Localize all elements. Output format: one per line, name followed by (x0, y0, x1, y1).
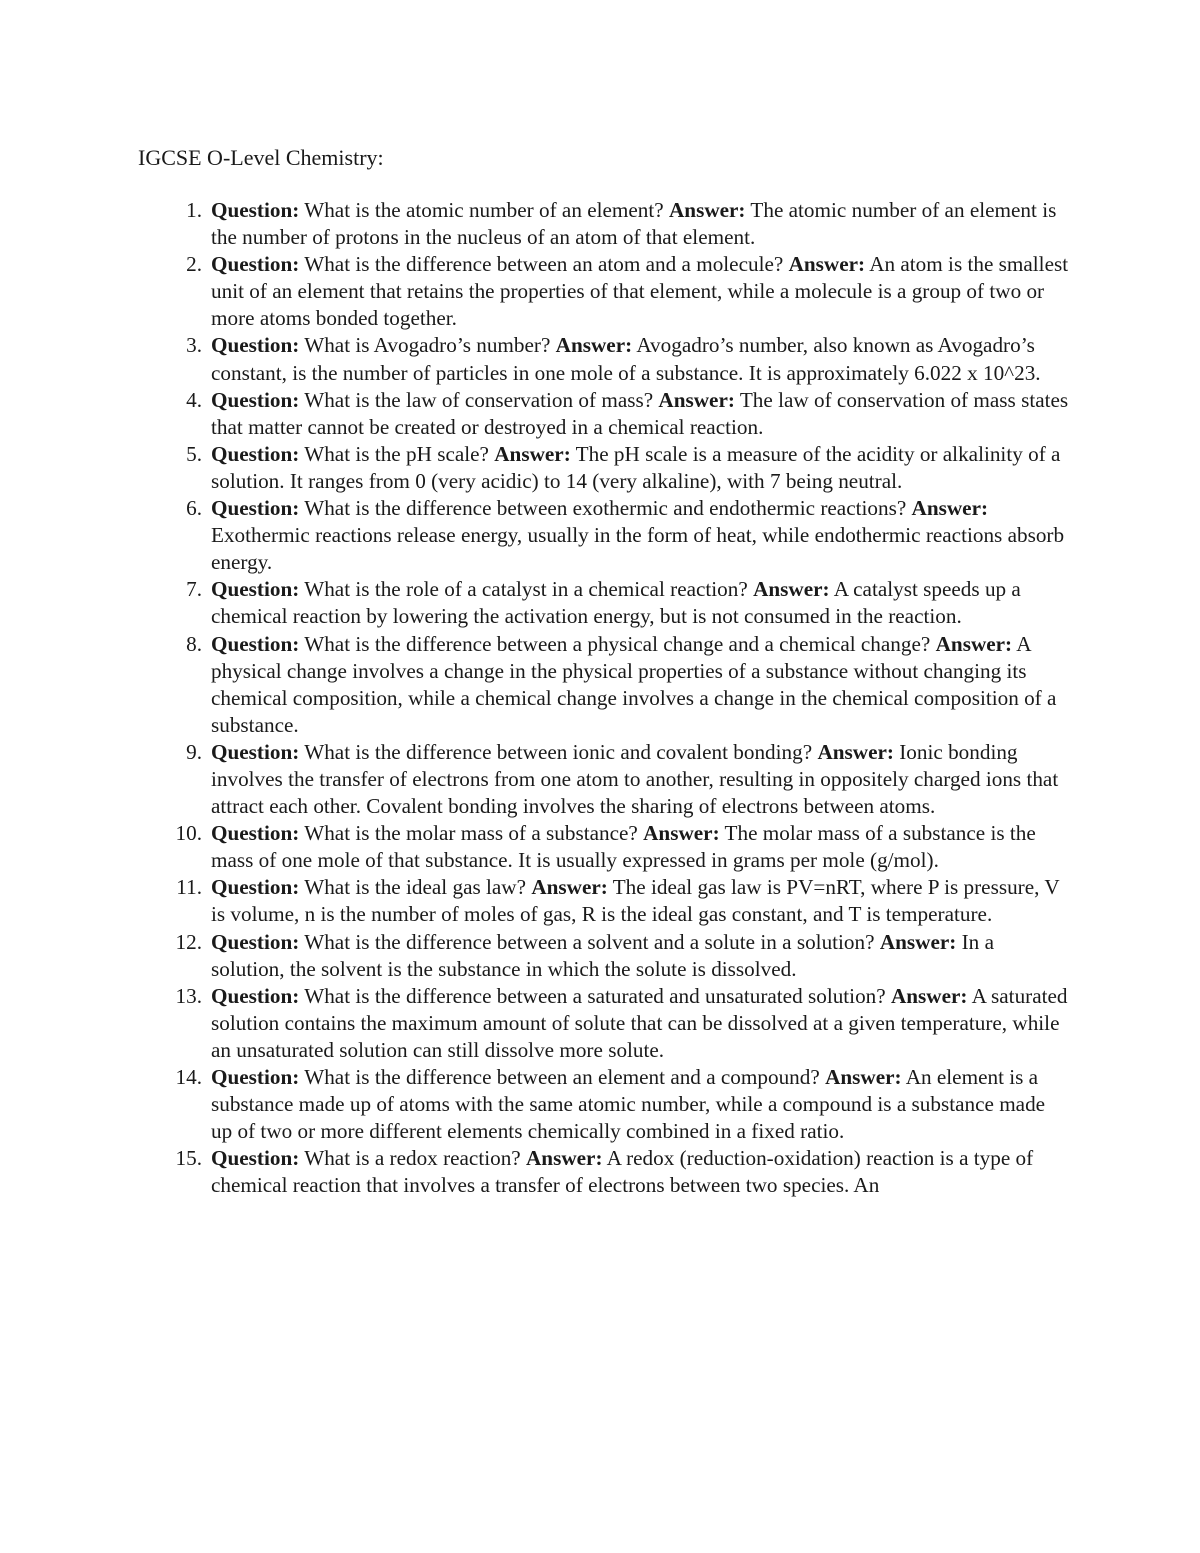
answer-text: The ideal gas law is PV=nRT, where P is pressure, V is volume, n is the number of moles of gas, R is the ideal gas constant, and T is temperature. (211, 875, 1060, 927)
question-label: Question: (211, 441, 300, 466)
question-label: Question: (211, 929, 300, 954)
item-number: 9. (186, 739, 202, 764)
item-number: 7. (186, 577, 202, 602)
question-label: Question: (211, 1146, 300, 1171)
qa-item (175, 1064, 1071, 1145)
qa-item (186, 495, 1071, 576)
question-text: What is the difference between a solvent and a solute in a solution? (304, 929, 875, 954)
qa-item (186, 576, 1071, 630)
answer-label: Answer: (817, 739, 894, 764)
answer-label: Answer: (753, 577, 830, 602)
question-label: Question: (211, 252, 300, 277)
item-number: 13. (175, 983, 202, 1008)
question-label: Question: (211, 577, 300, 602)
qa-item (186, 197, 1071, 251)
question-text: What is the difference between exothermic and endothermic reactions? (304, 496, 907, 521)
question-text: What is the molar mass of a substance? (304, 821, 638, 846)
answer-label: Answer: (788, 252, 866, 277)
qa-item (186, 441, 1071, 495)
answer-text: The pH scale is a measure of the acidity or alkalinity of a solution. It ranges from 0 (very acidic) to 14 (very alkaline), with 7 being neutral. (211, 441, 1061, 493)
question-text: What is the atomic number of an element? (304, 198, 664, 222)
qa-item (186, 251, 1071, 332)
answer-text: The law of conservation of mass states that matter cannot be created or destroyed in a chemical reaction. (211, 387, 1069, 439)
item-number: 14. (175, 1065, 202, 1089)
answer-text: A physical change involves a change in the physical properties of a substance without changing its chemical composition, while a chemical change involves a change in the chemical composition of a substance. (211, 631, 1057, 737)
answer-text: A saturated solution contains the maximum amount of solute that can be dissolved at a given temperature, while an unsaturated solution can still dissolve more solute. (211, 983, 1068, 1062)
qa-item (186, 631, 1071, 739)
question-text: What is the difference between a saturated and unsaturated solution? (304, 983, 886, 1008)
answer-text: An element is a substance made up of atoms with the same atomic number, while a compound is a substance made up of two or more different elements chemically combined in a fixed ratio. (211, 1065, 1046, 1144)
question-label: Question: (211, 983, 300, 1008)
answer-label: Answer: (658, 387, 735, 412)
qa-item (175, 983, 1071, 1064)
answer-label: Answer: (890, 983, 968, 1008)
answer-label: Answer: (526, 1146, 603, 1171)
question-label: Question: (211, 387, 300, 412)
question-text: What is the ideal gas law? (304, 875, 527, 900)
answer-label: Answer: (668, 198, 746, 222)
question-text: What is the difference between a physical change and a chemical change? (304, 631, 931, 656)
item-number: 8. (186, 631, 202, 656)
qa-item (175, 929, 1071, 983)
answer-text: The atomic number of an element is the number of protons in the nucleus of an atom of that element. (211, 198, 1057, 250)
item-number: 15. (175, 1146, 202, 1171)
qa-item (186, 332, 1071, 386)
item-number: 6. (186, 496, 202, 521)
answer-text: The molar mass of a substance is the mass of one mole of that substance. It is usually expressed in grams per mole (g/mol). (211, 821, 1036, 873)
question-text: What is the difference between ionic and covalent bonding? (304, 739, 813, 764)
question-label: Question: (211, 821, 300, 846)
answer-text: Avogadro’s number, also known as Avogadro’s constant, is the number of particles in one mole of a substance. It is approximately 6.022 x 10^23. (211, 333, 1041, 385)
answer-label: Answer: (643, 821, 720, 846)
answer-label: Answer: (555, 333, 633, 358)
item-number: 2. (186, 252, 202, 277)
question-label: Question: (211, 875, 300, 900)
item-number: 4. (186, 387, 202, 412)
answer-text: A redox (reduction-oxidation) reaction is a type of chemical reaction that involves a transfer of electrons between two species. An (211, 1146, 1034, 1198)
question-text: What is the role of a catalyst in a chemical reaction? (304, 577, 748, 602)
question-label: Question: (211, 333, 300, 358)
item-number: 1. (186, 198, 202, 222)
question-text: What is a redox reaction? (304, 1146, 521, 1171)
answer-label: Answer: (825, 1065, 902, 1089)
question-text: What is Avogadro’s number? (304, 333, 551, 358)
question-label: Question: (211, 1065, 300, 1089)
question-label: Question: (211, 198, 300, 222)
question-text: What is the difference between an atom and a molecule? (304, 252, 784, 277)
qa-item (175, 820, 1071, 874)
answer-label: Answer: (531, 875, 608, 900)
question-label: Question: (211, 496, 300, 521)
qa-item (175, 1145, 1071, 1199)
item-number: 5. (186, 441, 202, 466)
answer-text: A catalyst speeds up a chemical reaction by lowering the activation energy, but is not consumed in the reaction. (211, 577, 1021, 629)
qa-item (186, 739, 1071, 820)
answer-label: Answer: (935, 631, 1013, 656)
answer-text: Ionic bonding involves the transfer of electrons from one atom to another, resulting in oppositely charged ions that attract each other. Covalent bonding involves the sharing of electrons between atoms. (211, 739, 1059, 819)
question-label: Question: (211, 631, 300, 656)
item-number: 3. (186, 333, 202, 358)
question-label: Question: (211, 739, 300, 764)
qa-item (176, 874, 1071, 928)
answer-text: In a solution, the solvent is the substance in which the solute is dissolved. (211, 929, 994, 981)
qa-item (186, 387, 1071, 441)
item-number: 12. (175, 929, 202, 954)
answer-label: Answer: (494, 441, 571, 466)
question-text: What is the difference between an element and a compound? (304, 1065, 820, 1089)
item-number: 10. (175, 821, 202, 846)
document-title: IGCSE O-Level Chemistry: (138, 145, 384, 170)
answer-text: Exothermic reactions release energy, usually in the form of heat, while endothermic reactions absorb energy. (211, 523, 1065, 575)
answer-label: Answer: (911, 496, 989, 521)
item-number: 11. (176, 875, 202, 900)
question-text: What is the law of conservation of mass? (304, 387, 654, 412)
qa-list (175, 197, 1071, 1199)
answer-text: An atom is the smallest unit of an element that retains the properties of that element, while a molecule is a group of two or more atoms bonded together. (211, 252, 1069, 331)
question-text: What is the pH scale? (304, 441, 489, 466)
answer-label: Answer: (879, 929, 957, 954)
